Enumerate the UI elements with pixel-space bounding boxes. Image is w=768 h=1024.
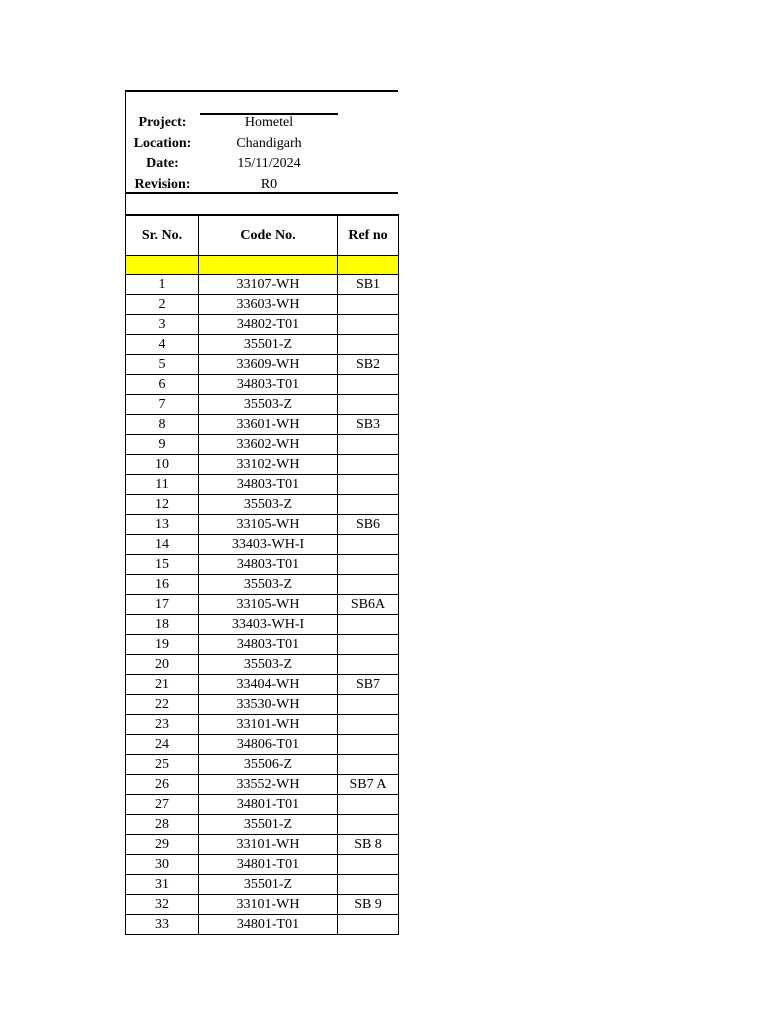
table-row (126, 395, 399, 415)
sr-no-header: Sr. No. (126, 215, 199, 256)
ref-no-cell (338, 295, 399, 315)
date-label: Date: (146, 156, 179, 171)
ref-no-cell (338, 475, 399, 495)
ref-no-cell: SB6 (338, 515, 399, 535)
code-no-cell: 33609-WH (199, 355, 338, 375)
table-row (126, 375, 399, 395)
code-no-cell: 35506-Z (199, 755, 338, 775)
ref-no-cell (338, 335, 399, 355)
sr-no-cell: 15 (126, 555, 199, 575)
table-row (126, 535, 399, 555)
ref-no-cell (338, 635, 399, 655)
code-no-cell: 34803-T01 (199, 475, 338, 495)
table-row (126, 475, 399, 495)
ref-no-cell (338, 915, 399, 935)
ref-no-cell (338, 315, 399, 335)
table-row (126, 555, 399, 575)
ref-no-cell: SB2 (338, 355, 399, 375)
sr-no-cell: 28 (126, 815, 199, 835)
sr-no-cell: 16 (126, 575, 199, 595)
highlight-band-cell (126, 256, 199, 275)
code-no-cell: 33101-WH (199, 895, 338, 915)
table-row (126, 655, 399, 675)
sr-no-cell: 3 (126, 315, 199, 335)
ref-no-cell: SB7 A (338, 775, 399, 795)
sr-no-cell: 22 (126, 695, 199, 715)
sr-no-cell: 25 (126, 755, 199, 775)
table-row (126, 615, 399, 635)
ref-no-header: Ref no (338, 215, 399, 256)
table-row (126, 495, 399, 515)
table-row (126, 915, 399, 935)
code-no-cell: 33105-WH (199, 515, 338, 535)
revision-row (126, 175, 399, 195)
ref-no-cell: SB 9 (338, 895, 399, 915)
table-row (126, 315, 399, 335)
table-row (126, 855, 399, 875)
sr-no-cell: 7 (126, 395, 199, 415)
date-row (126, 154, 399, 174)
code-no-cell: 34806-T01 (199, 735, 338, 755)
code-no-cell: 33602-WH (199, 435, 338, 455)
sr-no-cell: 8 (126, 415, 199, 435)
sr-no-cell: 10 (126, 455, 199, 475)
sr-no-cell: 12 (126, 495, 199, 515)
sr-no-cell: 24 (126, 735, 199, 755)
code-no-cell: 35501-Z (199, 815, 338, 835)
ref-no-cell: SB6A (338, 595, 399, 615)
revision-value: R0 (260, 177, 278, 192)
ref-no-cell (338, 795, 399, 815)
table-row (126, 895, 399, 915)
table-row (126, 675, 399, 695)
highlight-band (126, 256, 399, 275)
code-no-cell: 34803-T01 (199, 375, 338, 395)
ref-no-cell (338, 815, 399, 835)
sr-no-cell: 17 (126, 595, 199, 615)
ref-no-cell (338, 395, 399, 415)
sr-no-cell: 23 (126, 715, 199, 735)
location-value: Chandigarh (236, 136, 302, 151)
sr-no-cell: 29 (126, 835, 199, 855)
table-row (126, 335, 399, 355)
sr-no-cell: 26 (126, 775, 199, 795)
table-row (126, 295, 399, 315)
code-no-cell: 33107-WH (199, 275, 338, 295)
ref-no-cell (338, 655, 399, 675)
ref-no-cell (338, 735, 399, 755)
sr-no-cell: 18 (126, 615, 199, 635)
code-no-cell: 33603-WH (199, 295, 338, 315)
sr-no-cell: 31 (126, 875, 199, 895)
sr-no-cell: 32 (126, 895, 199, 915)
ref-no-cell (338, 555, 399, 575)
code-no-cell: 35503-Z (199, 495, 338, 515)
table-row (126, 715, 399, 735)
revision-label: Revision: (134, 177, 191, 192)
table-row (126, 875, 399, 895)
table-header-row (126, 215, 399, 256)
sr-no-cell: 21 (126, 675, 199, 695)
table-row (126, 735, 399, 755)
sr-no-cell: 30 (126, 855, 199, 875)
table-row (126, 695, 399, 715)
ref-no-cell (338, 435, 399, 455)
ref-no-cell (338, 855, 399, 875)
ref-no-cell (338, 575, 399, 595)
table-row (126, 755, 399, 775)
code-no-cell: 34801-T01 (199, 915, 338, 935)
sr-no-cell: 13 (126, 515, 199, 535)
sr-no-cell: 14 (126, 535, 199, 555)
sr-no-cell: 33 (126, 915, 199, 935)
ref-no-cell: SB 8 (338, 835, 399, 855)
code-no-cell: 35503-Z (199, 575, 338, 595)
project-value: Hometel (244, 115, 294, 130)
ref-no-cell (338, 535, 399, 555)
project-label: Project: (138, 115, 187, 130)
location-label: Location: (133, 136, 192, 151)
ref-no-cell (338, 615, 399, 635)
code-no-header: Code No. (199, 215, 338, 256)
table-row (126, 275, 399, 295)
code-no-cell: 33404-WH (199, 675, 338, 695)
code-no-cell: 35503-Z (199, 395, 338, 415)
code-no-cell: 33102-WH (199, 455, 338, 475)
sr-no-cell: 2 (126, 295, 199, 315)
table-row (126, 575, 399, 595)
ref-no-cell (338, 495, 399, 515)
code-no-cell: 34801-T01 (199, 795, 338, 815)
table-row (126, 355, 399, 375)
sr-no-cell: 9 (126, 435, 199, 455)
ref-no-cell (338, 715, 399, 735)
spacer-row (125, 194, 398, 214)
table-row (126, 515, 399, 535)
table-row (126, 795, 399, 815)
table-row (126, 595, 399, 615)
code-no-cell: 33403-WH-I (199, 535, 338, 555)
highlight-band-cell (338, 256, 399, 275)
code-no-cell: 33101-WH (199, 835, 338, 855)
code-no-cell: 35503-Z (199, 655, 338, 675)
sr-no-cell: 5 (126, 355, 199, 375)
code-no-cell: 34801-T01 (199, 855, 338, 875)
table-row (126, 835, 399, 855)
spreadsheet-page (125, 90, 398, 935)
ref-no-cell (338, 375, 399, 395)
ref-no-cell (338, 455, 399, 475)
table-row (126, 635, 399, 655)
highlight-band-cell (199, 256, 338, 275)
location-row (126, 134, 399, 154)
code-no-cell: 34802-T01 (199, 315, 338, 335)
sr-no-cell: 20 (126, 655, 199, 675)
ref-no-cell: SB1 (338, 275, 399, 295)
ref-no-cell (338, 755, 399, 775)
project-header (125, 90, 398, 194)
code-no-cell: 33552-WH (199, 775, 338, 795)
table-row (126, 415, 399, 435)
ref-no-cell (338, 695, 399, 715)
sr-no-cell: 1 (126, 275, 199, 295)
code-no-cell: 33601-WH (199, 415, 338, 435)
table-row (126, 815, 399, 835)
code-table (125, 214, 399, 935)
table-row (126, 455, 399, 475)
project-row (126, 113, 399, 133)
sr-no-cell: 27 (126, 795, 199, 815)
code-no-cell: 34803-T01 (199, 555, 338, 575)
ref-no-cell: SB3 (338, 415, 399, 435)
sr-no-cell: 6 (126, 375, 199, 395)
code-no-cell: 34803-T01 (199, 635, 338, 655)
code-no-cell: 33403-WH-I (199, 615, 338, 635)
table-row (126, 775, 399, 795)
code-no-cell: 33105-WH (199, 595, 338, 615)
code-no-cell: 33530-WH (199, 695, 338, 715)
code-no-cell: 33101-WH (199, 715, 338, 735)
date-value: 15/11/2024 (237, 156, 301, 171)
ref-no-cell (338, 875, 399, 895)
ref-no-cell: SB7 (338, 675, 399, 695)
table-row (126, 435, 399, 455)
sr-no-cell: 4 (126, 335, 199, 355)
code-no-cell: 35501-Z (199, 875, 338, 895)
code-no-cell: 35501-Z (199, 335, 338, 355)
sr-no-cell: 19 (126, 635, 199, 655)
sr-no-cell: 11 (126, 475, 199, 495)
